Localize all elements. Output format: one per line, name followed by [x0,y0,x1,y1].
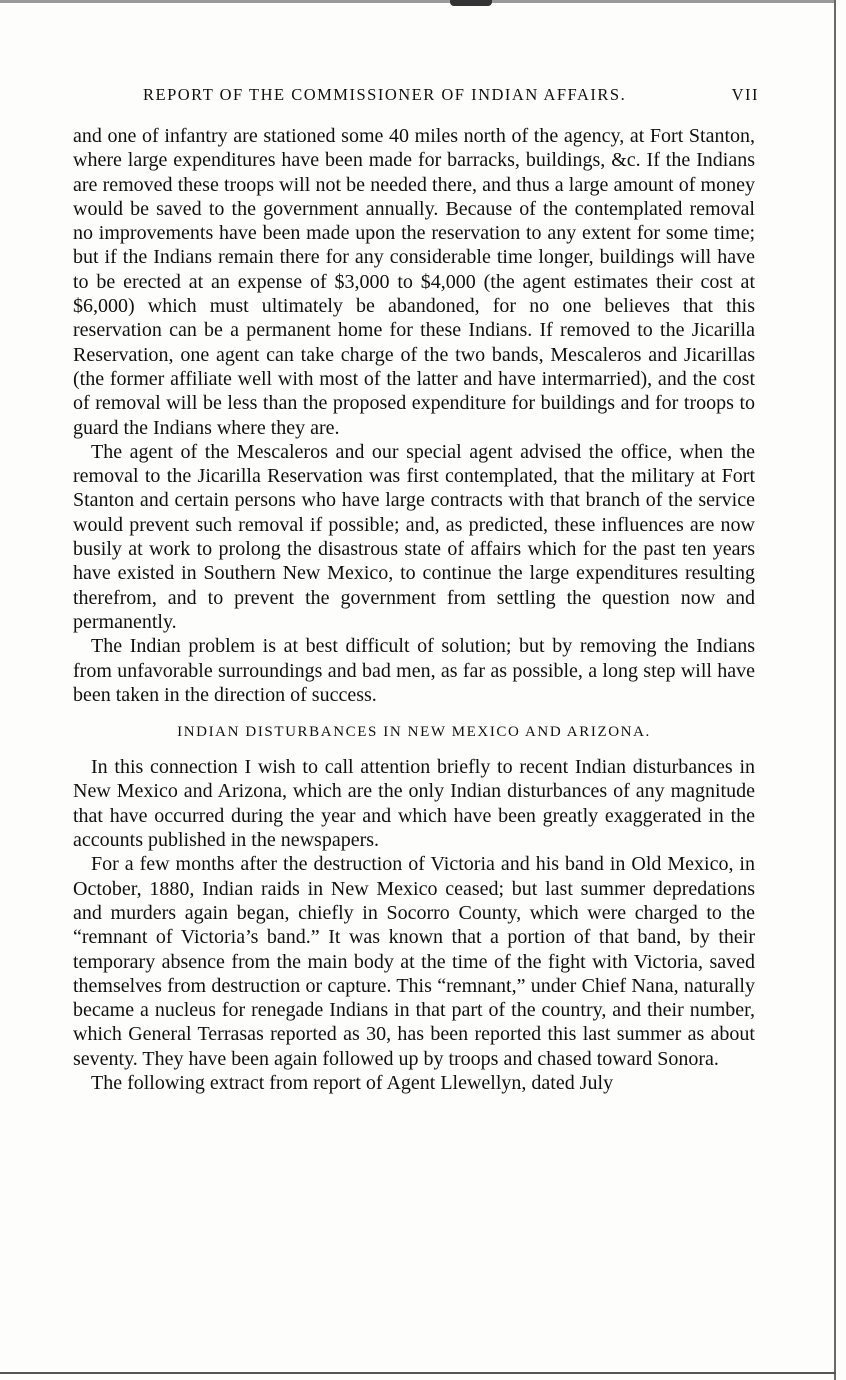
paragraph-llewellyn-extract: The following extract from report of Agent Llewellyn, dated July [91,1071,614,1094]
paragraph-mescaleros-agent: The agent of the Mescaleros and our special agent advised the office, when the removal to the Jicarilla Reservation was first contemplated, that the military at Fort Stanton and certain persons who have large contracts with that branch of the service would prevent such removal if possible; and, as predicted, these influences are now busily at work to prolong the disastrous state of affairs which for the past ten years have existed in Southern New Mexico, to continue the large expenditures resulting therefrom, and to prevent the government from settling the question now and permanently. [73,440,755,633]
paragraph-disturbances-intro: In this connection I wish to call attention briefly to recent Indian disturbances in New Mexico and Arizona, which are the only Indian disturbances of any magnitude that have occurred during the year and which have been greatly exaggerated in the accounts published in the newspapers. [73,756,755,852]
binding-mark [450,0,492,6]
running-title: REPORT OF THE COMMISSIONER OF INDIAN AFFAIRS. [143,85,627,104]
page-number: VII [731,85,759,104]
running-header [143,85,763,113]
section-heading: INDIAN DISTURBANCES IN NEW MEXICO AND ARIZONA. [177,724,651,741]
page-top-edge [0,0,836,3]
paragraph-victoria-band: For a few months after the destruction of Victoria and his band in Old Mexico, in October, 1880, Indian raids in New Mexico ceased; but last summer depredations and murders again began, chiefly in Socorro County, which were charged to the “remnant of Victoria’s band.” It was known that a portion of that band, by their temporary absence from the main body at the time of the fight with Victoria, saved themselves from destruction or capture. This “remnant,” under Chief Nana, naturally became a nucleus for renegade Indians in that part of the country, and their number, which General Terrasas reported as 30, has been reported this last summer as about seventy. They have been again followed up by troops and chased toward Sonora. [73,853,755,1070]
body-text [73,124,755,1095]
paragraph-indian-problem: The Indian problem is at best difficult of solution; but by removing the Indians from unfavorable surroundings and bad men, as far as possible, a long step will have been taken in the direction of success. [73,635,755,706]
page-bottom-edge [0,1372,836,1374]
paragraph-continued: and one of infantry are stationed some 40 miles north of the agency, at Fort Stanton, where large expenditures have been made for barracks, buildings, &c. If the Indians are removed these troops will not be needed there, and thus a large amount of money would be saved to the government annually. Because of the contemplated removal no improvements have been made upon the reservation to any extent for some time; but if the Indians remain there for any considerable time longer, buildings will have to be erected at an expense of $3,000 to $4,000 (the agent estimates their cost at $6,000) which must ultimately be abandoned, for no one believes that this reservation can be a permanent home for these Indians. If removed to the Jicarilla Reservation, one agent can take charge of the two bands, Mescaleros and Jicarillas (the former affiliate well with most of the latter and have intermarried), and the cost of removal will be less than the proposed expenditure for buildings and for troops to guard the Indians where they are. [73,125,755,439]
page-right-edge [834,0,836,1380]
